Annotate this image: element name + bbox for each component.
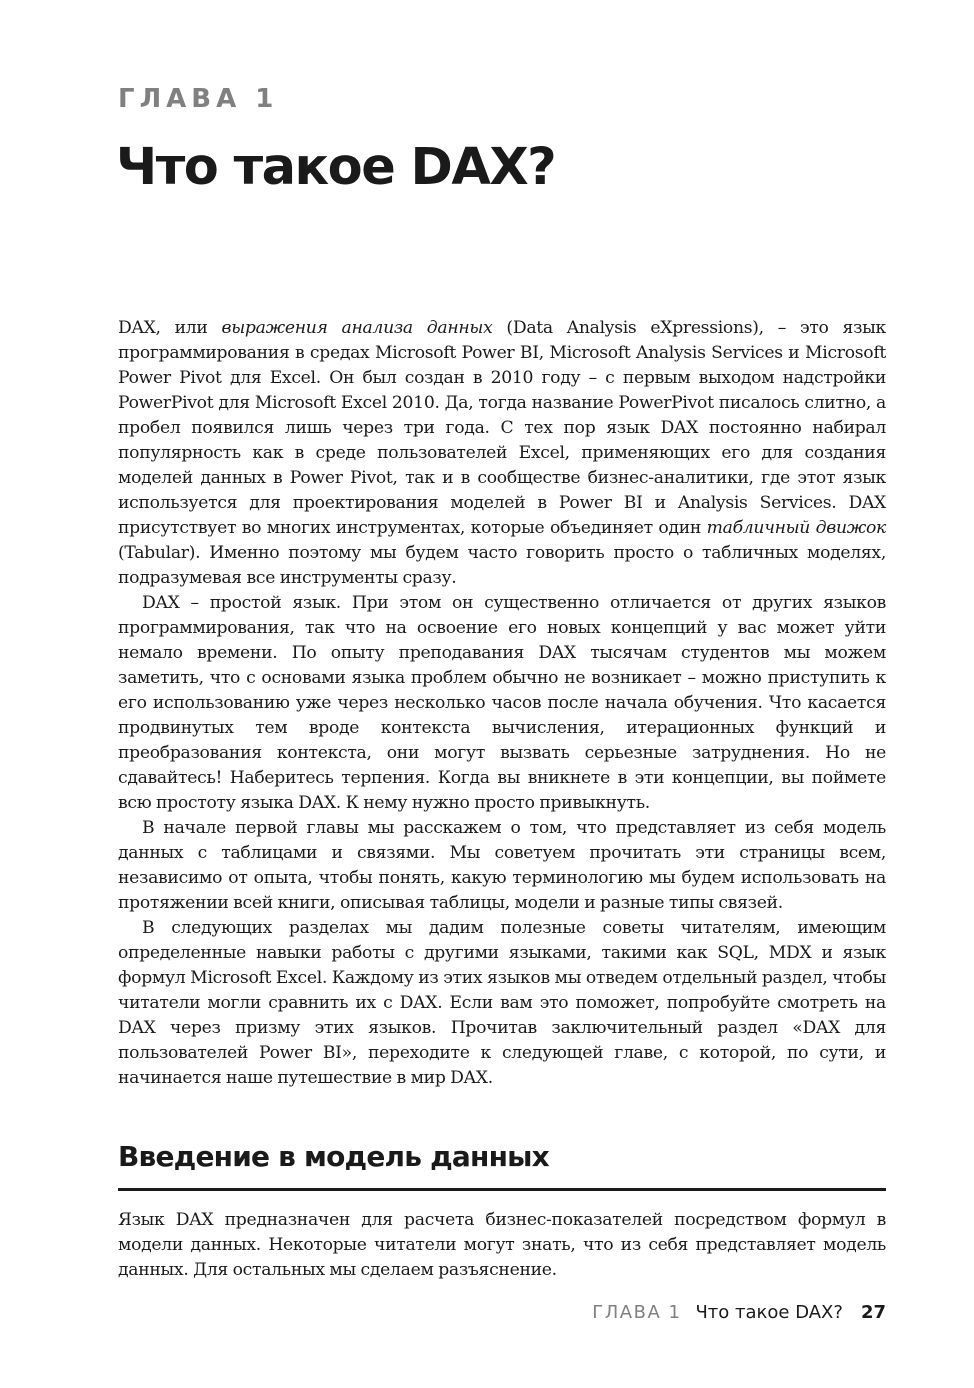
section-divider: [118, 1188, 886, 1191]
intro-p1-text-a: DAX, или: [118, 318, 222, 338]
page-number: 27: [860, 1302, 886, 1323]
intro-paragraph-2: DAX – простой язык. При этом он существенно отличается от других языков программирования, так что на освоение его новых концепций у вас может уйти немало времени. По опыту преподавания DAX тысячам студентов мы можем заметить, что с основами языка проблем обычно не возникает – можно приступить к его использованию уже через несколько часов после начала обучения. Что касается продвинутых тем вроде контекста вычисления, итерационных функций и преобразования контекста, они могут вызвать серьезные затруднения. Но не сдавайтесь! Наберитесь терпения. Когда вы вникнете в эти концепции, вы поймете всю простоту языка DAX. К нему нужно просто привыкнуть.: [118, 593, 886, 813]
intro-p1-term-tabular: табличный движок: [706, 518, 886, 538]
intro-paragraph-3: В начале первой главы мы расскажем о том, что представляет из себя модель данных с таблицами и связями. Мы советуем прочитать эти страницы всем, независимо от опыта, чтобы понять, какую терминологию мы будем использовать на протяжении всей книги, описывая таблицы, модели и разные типы связей.: [118, 818, 886, 913]
footer-chapter-label: ГЛАВА 1: [592, 1302, 682, 1323]
section-text: [118, 1208, 886, 1283]
intro-p1-text-e: (Tabular). Именно поэтому мы будем часто говорить просто о табличных моделях, подразумевая все инструменты сразу.: [118, 543, 886, 588]
footer-chapter-title: Что такое DAX?: [695, 1302, 843, 1323]
page-footer: [592, 1302, 886, 1323]
chapter-label: ГЛАВА 1: [118, 84, 279, 114]
intro-paragraph-1: [118, 316, 886, 591]
section-title: Введение в модель данных: [118, 1140, 549, 1173]
intro-p1-term-dax: выражения анализа данных: [221, 318, 493, 338]
intro-text: [118, 316, 886, 1091]
intro-p1-text-c: (Data Analysis eXpressions), – это язык программирования в средах Microsoft Power BI, Microsoft Analysis Services и Microsoft Power Pivot для Excel. Он был создан в 2010 году – с первым выходом надстройки PowerPivot для Microsoft Excel 2010. Да, тогда название PowerPivot писалось слитно, а пробел появился лишь через три года. С тех пор язык DAX постоянно набирал популярность как в среде пользователей Excel, применяющих его для создания моделей данных в Power Pivot, так и в сообществе бизнес-аналитики, где этот язык используется для проектирования моделей в Power BI и Analysis Services. DAX присутствует во многих инструментах, которые объединяет один: [118, 318, 886, 538]
section-paragraph-1: Язык DAX предназначен для расчета бизнес-показателей посредством формул в модели данных. Некоторые читатели могут знать, что из себя представляет модель данных. Для остальных мы сделаем разъяснение.: [118, 1210, 886, 1280]
intro-paragraph-4: В следующих разделах мы дадим полезные советы читателям, имеющим определенные навыки работы с другими языками, такими как SQL, MDX и язык формул Microsoft Excel. Каждому из этих языков мы отведем отдельный раздел, чтобы читатели могли сравнить их с DAX. Если вам это поможет, попробуйте смотреть на DAX через призму этих языков. Прочитав заключительный раздел «DAX для пользователей Power BI», переходите к следующей главе, с которой, по сути, и начинается наше путешествие в мир DAX.: [118, 918, 886, 1088]
chapter-title: Что такое DAX?: [116, 138, 556, 197]
